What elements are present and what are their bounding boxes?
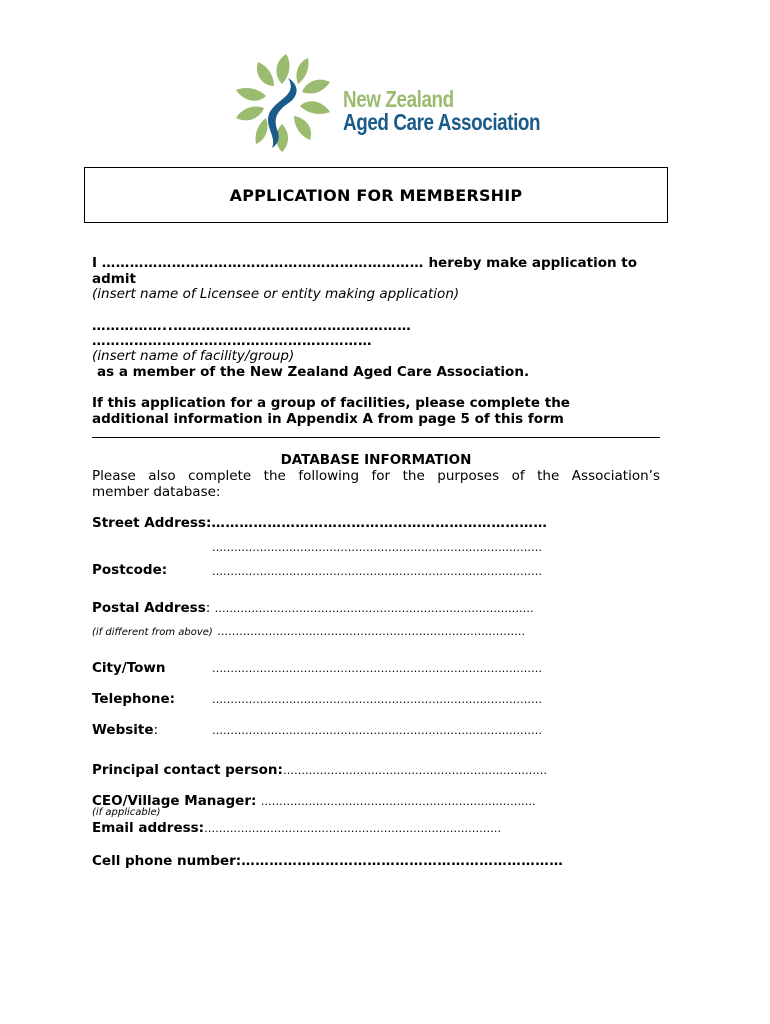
title-box	[84, 167, 668, 223]
telephone-label: Telephone:	[92, 691, 176, 707]
ceo-label: CEO/Village Manager:	[92, 793, 257, 809]
postal-colon: :	[205, 600, 211, 616]
email-row	[92, 820, 501, 837]
street-address-label: Street Address:	[92, 515, 212, 531]
postal-address-field-2[interactable]: …………………………………………………………………………	[217, 625, 526, 638]
intro-prefix: I	[92, 255, 98, 271]
website-label-row	[92, 722, 158, 738]
street-address-field-2[interactable]: ………………………………………………………………………………	[212, 541, 542, 554]
postal-address-row	[92, 600, 534, 617]
group-note-line2: additional information in Appendix A from page 5 of this form	[92, 411, 564, 427]
postcode-label: Postcode:	[92, 562, 168, 578]
database-desc-line1: Please also complete the following for the purposes of the Association’s	[92, 468, 660, 484]
page-title: APPLICATION FOR MEMBERSHIP	[229, 185, 523, 205]
postal-note-row	[92, 623, 525, 641]
leaf-emblem-icon	[226, 48, 341, 158]
telephone-field[interactable]: ………………………………………………………………………………	[212, 693, 542, 706]
ceo-note: (if applicable)	[92, 807, 161, 818]
city-field[interactable]: ………………………………………………………………………………	[212, 662, 542, 675]
logo-text-line1: New Zealand	[343, 86, 454, 112]
street-address-row	[92, 515, 547, 531]
licensee-note: (insert name of Licensee or entity making application)	[92, 286, 460, 302]
facility-name-blank-2[interactable]: ……………………………………………………	[92, 333, 372, 349]
cell-phone-field[interactable]: ……………………………………………………………	[241, 853, 564, 869]
postal-note: (if different from above)	[92, 627, 213, 638]
intro-suffix: hereby make application to	[428, 255, 638, 271]
website-field[interactable]: ………………………………………………………………………………	[212, 724, 542, 737]
principal-contact-field[interactable]: ………………………………………………………………	[282, 764, 547, 777]
association-logo	[226, 48, 541, 158]
facility-name-blank-1[interactable]: ……………..……………………………………………	[92, 318, 412, 334]
postcode-field[interactable]: ………………………………………………………………………………	[212, 565, 542, 578]
cell-phone-label: Cell phone number:	[92, 853, 242, 869]
database-desc-line2: member database:	[92, 484, 221, 500]
principal-contact-label: Principal contact person:	[92, 762, 283, 778]
member-line: as a member of the New Zealand Aged Care Association.	[97, 364, 530, 380]
database-heading: DATABASE INFORMATION	[280, 452, 472, 468]
logo-text-line2: Aged Care Association	[343, 109, 541, 135]
postal-address-field[interactable]: ……………………………………………………………………………	[214, 602, 534, 615]
licensee-name-blank[interactable]: ……………………………………………………………	[101, 255, 424, 271]
group-note-line1: If this application for a group of facilities, please complete the	[92, 395, 570, 411]
website-colon: :	[153, 722, 159, 738]
street-address-field[interactable]: ………………………………………………………………	[211, 515, 548, 531]
ceo-field[interactable]: …………………………………………………………………	[260, 795, 536, 808]
intro-line1	[92, 255, 637, 271]
facility-note: (insert name of facility/group)	[92, 348, 295, 364]
principal-contact-row	[92, 762, 547, 779]
cell-phone-row	[92, 853, 563, 869]
city-label: City/Town	[92, 660, 166, 676]
website-label: Website	[92, 722, 154, 738]
postal-address-label: Postal Address	[92, 600, 206, 616]
email-label: Email address:	[92, 820, 205, 836]
intro-line2: admit	[92, 271, 136, 287]
section-divider	[92, 437, 660, 438]
email-field[interactable]: ………………………………………………………………………	[204, 822, 502, 835]
